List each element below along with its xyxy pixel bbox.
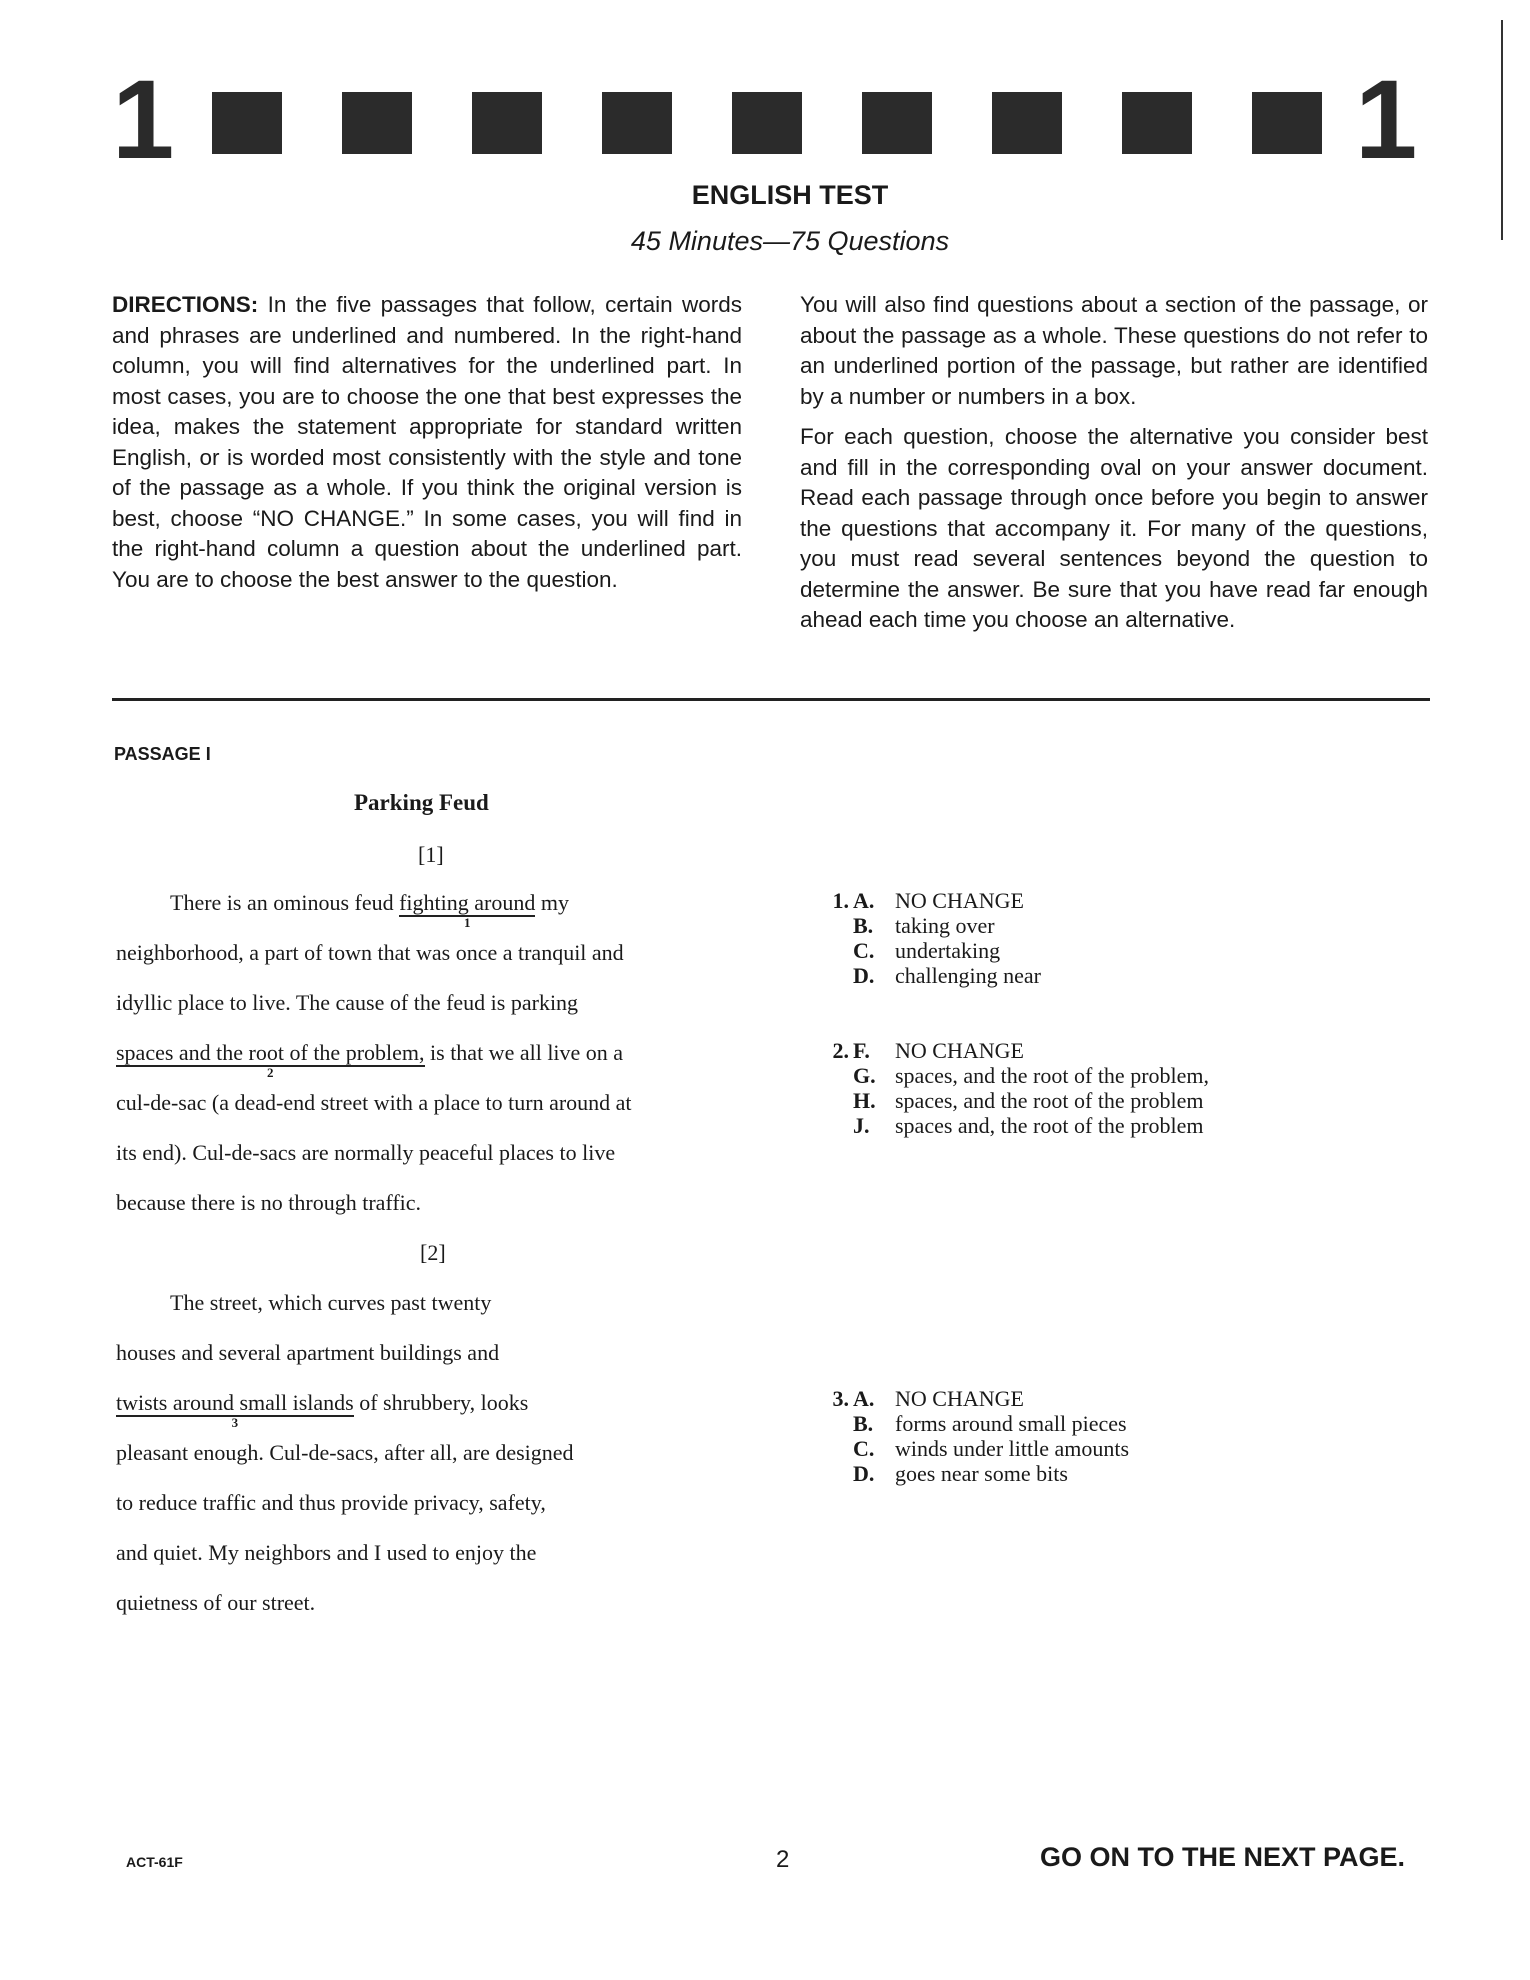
option-letter: C.: [853, 938, 875, 963]
question-ref-number: 3: [231, 1415, 239, 1431]
section-block: [732, 92, 802, 154]
answer-option[interactable]: [815, 1461, 1129, 1486]
directions-right-column: [800, 290, 1428, 646]
section-block: [862, 92, 932, 154]
option-letter: B.: [853, 1411, 874, 1436]
question-1: [815, 888, 1041, 988]
passage-title: Parking Feud: [354, 790, 489, 815]
passage-text: of shrubbery, looks: [353, 1390, 529, 1415]
answer-option[interactable]: [815, 1113, 1209, 1138]
option-letter: C.: [853, 1436, 875, 1461]
option-letter: B.: [853, 913, 874, 938]
section-block: [992, 92, 1062, 154]
passage-line: to reduce traffic and thus provide privacy, safety,: [116, 1490, 546, 1515]
directions-right-paragraph-2: For each question, choose the alternative you consider best and fill in the corresponding oval on your answer document. Read each passage through once before you begin to answer the questions that accompany it. For many of the questions, you must read several sentences beyond the question to determine the answer. Be sure that you have read far enough ahead each time you choose an alternative.: [800, 424, 1428, 632]
option-letter: A.: [853, 1386, 875, 1411]
passage-line: The street, which curves past twenty: [170, 1290, 492, 1315]
directions-lead: DIRECTIONS:: [112, 292, 259, 317]
answer-option[interactable]: [815, 888, 1041, 913]
question-number: 2.: [832, 1038, 849, 1063]
test-title: ENGLISH TEST: [691, 180, 889, 210]
section-block: [1252, 92, 1322, 154]
test-subtitle: 45 Minutes—75 Questions: [630, 226, 950, 256]
option-text: challenging near: [895, 963, 1041, 988]
underlined-text: spaces and the root of the problem,: [116, 1040, 425, 1065]
answer-option[interactable]: [815, 1038, 1209, 1063]
passage-line: and quiet. My neighbors and I used to enjoy the: [116, 1540, 537, 1565]
underlined-text: twists around small islands: [116, 1390, 354, 1415]
passage-line: neighborhood, a part of town that was once a tranquil and: [116, 940, 624, 965]
passage-text: is that we all live on a: [424, 1040, 624, 1065]
option-text: goes near some bits: [895, 1461, 1068, 1486]
answer-option[interactable]: [815, 1063, 1209, 1088]
option-text: spaces and, the root of the problem: [895, 1113, 1204, 1138]
option-letter: H.: [853, 1088, 876, 1113]
section-block: [1122, 92, 1192, 154]
page-number: 2: [776, 1846, 790, 1873]
section-block: [342, 92, 412, 154]
question-ref-number: 2: [267, 1065, 274, 1081]
section-number-right: 1: [1355, 57, 1418, 182]
option-text: forms around small pieces: [895, 1411, 1127, 1436]
passage-label: PASSAGE I: [114, 744, 211, 764]
option-text: undertaking: [895, 938, 1001, 963]
question-ref-number: 1: [463, 915, 471, 931]
section-block: [212, 92, 282, 154]
section-number-left: 1: [112, 57, 175, 182]
answer-option[interactable]: [815, 1436, 1129, 1461]
section-block: [472, 92, 542, 154]
passage-line: [116, 1390, 529, 1431]
section-block: [602, 92, 672, 154]
passage-line: pleasant enough. Cul-de-sacs, after all, are designed: [116, 1440, 574, 1465]
option-text: winds under little amounts: [895, 1436, 1130, 1461]
option-text: taking over: [895, 913, 995, 938]
passage-text: my: [535, 890, 569, 915]
paragraph-marker-2: [2]: [420, 1240, 446, 1265]
passage-line: houses and several apartment buildings and: [116, 1340, 500, 1365]
answer-option[interactable]: [815, 1411, 1129, 1436]
paragraph-marker-1: [1]: [418, 842, 444, 867]
option-letter: A.: [853, 888, 875, 913]
answer-option[interactable]: [815, 913, 1041, 938]
option-letter: D.: [853, 963, 875, 988]
passage-line: cul-de-sac (a dead-end street with a place to turn around at: [116, 1090, 632, 1115]
option-text: NO CHANGE: [895, 888, 1024, 913]
passage-text: There is an ominous feud: [170, 890, 400, 915]
passage-line: idyllic place to live. The cause of the feud is parking: [116, 990, 579, 1015]
option-text: spaces, and the root of the problem: [895, 1088, 1204, 1113]
passage-line: its end). Cul-de-sacs are normally peaceful places to live: [116, 1140, 616, 1165]
answer-option[interactable]: [815, 1088, 1209, 1113]
option-text: NO CHANGE: [895, 1386, 1024, 1411]
question-3: [815, 1386, 1129, 1486]
answer-option[interactable]: [815, 1386, 1129, 1411]
question-2: [815, 1038, 1209, 1138]
option-letter: J.: [853, 1113, 870, 1138]
section-divider: [112, 698, 1430, 701]
directions-left-text: In the five passages that follow, certain words and phrases are underlined and numbered. In the right-hand column, you will find alternatives for the underlined part. In most cases, you are to choose the one that best expresses the idea, makes the statement appropriate for standard written English, or is worded most consistently with the style and tone of the passage as a whole. If you think the original version is best, choose “NO CHANGE.” In some cases, you will find in the right-hand column a question about the underlined part. You are to choose the best answer to the question.: [112, 292, 742, 592]
option-letter: D.: [853, 1461, 875, 1486]
passage-line: quietness of our street.: [116, 1590, 316, 1615]
next-page-instruction: GO ON TO THE NEXT PAGE.: [1040, 1842, 1406, 1872]
directions-right-paragraph-1: You will also find questions about a section of the passage, or about the passage as a whole. These questions do not refer to an underlined portion of the passage, but rather are identified by a number or numbers in a box.: [800, 292, 1428, 409]
section-marker-blocks: [212, 92, 1322, 164]
option-text: spaces, and the root of the problem,: [895, 1063, 1210, 1088]
passage-line: [116, 1040, 624, 1081]
question-number: 3.: [832, 1386, 849, 1411]
question-number: 1.: [832, 888, 849, 913]
form-code: ACT-61F: [126, 1854, 183, 1870]
option-text: NO CHANGE: [895, 1038, 1024, 1063]
underlined-phrase-2: [116, 1040, 425, 1081]
answer-option[interactable]: [815, 938, 1041, 963]
directions-left-column: [112, 290, 742, 595]
underlined-phrase-3: [116, 1390, 354, 1431]
underlined-phrase-1: [399, 890, 536, 931]
answer-option[interactable]: [815, 963, 1041, 988]
option-letter: G.: [853, 1063, 876, 1088]
passage-line: because there is no through traffic.: [116, 1190, 422, 1215]
underlined-text: fighting around: [399, 890, 536, 915]
passage-line: [170, 890, 569, 931]
option-letter: F.: [853, 1038, 870, 1063]
